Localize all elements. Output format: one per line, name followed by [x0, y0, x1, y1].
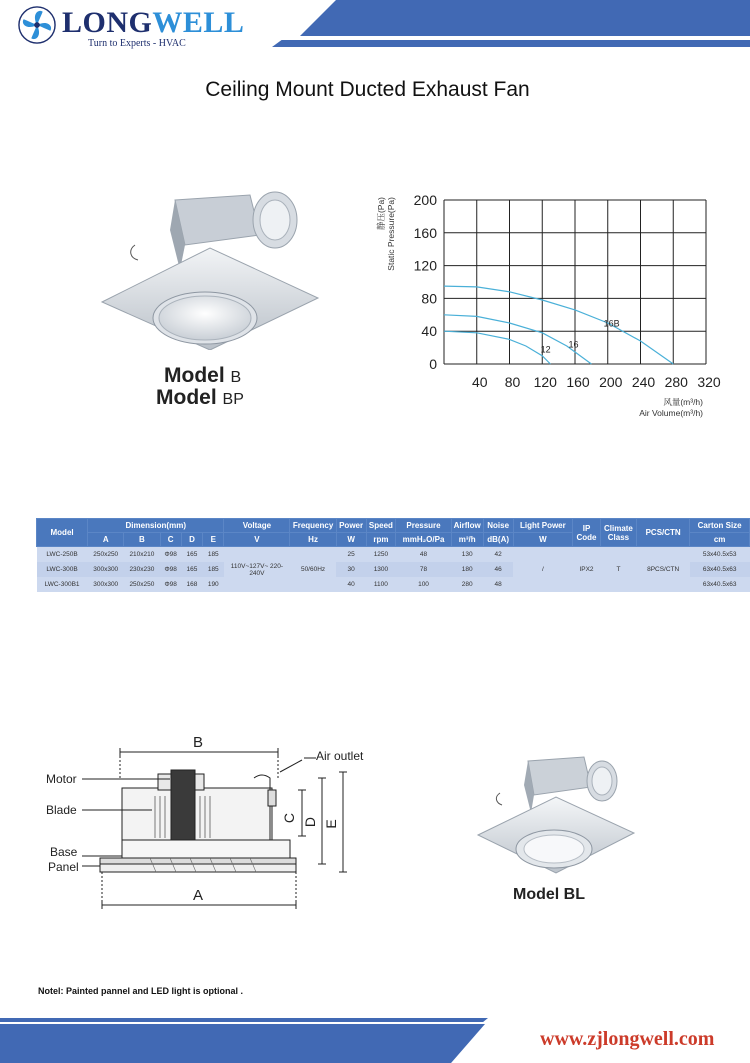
cell-pressure: 100: [396, 577, 451, 592]
series-label: 16B: [603, 318, 620, 329]
th-unit: V: [224, 533, 290, 547]
th-unit: Hz: [290, 533, 336, 547]
th-unit: dB(A): [483, 533, 513, 547]
dim-label-d: D: [302, 816, 318, 828]
cell-power: 30: [336, 562, 366, 577]
cell-d: 165: [181, 547, 202, 563]
spec-table: [36, 518, 750, 592]
th-pcs-ctn: PCS/CTN: [637, 519, 690, 547]
x-tick-label: 240: [631, 374, 656, 390]
th-unit: E: [203, 533, 224, 547]
y-tick-label: 120: [413, 257, 437, 274]
th-unit: A: [88, 533, 124, 547]
motor-label: Motor: [46, 772, 77, 786]
th-noise: Noise: [483, 519, 513, 533]
x-axis-label: Air Volume(m³/h): [639, 408, 703, 418]
model-label-bl: [513, 886, 585, 904]
x-tick-label: 40: [471, 374, 488, 390]
x-axis-label-cn: 风量(m³/h): [663, 397, 703, 407]
chart-y-ticks: [414, 192, 438, 372]
th-unit: mmH₂O/Pa: [396, 533, 451, 547]
cell-carton: 63x40.5x63: [690, 562, 750, 577]
cell-noise: 42: [483, 547, 513, 563]
th-unit: W: [513, 533, 573, 547]
series-line: [444, 331, 550, 364]
chart-x-ticks: [472, 374, 721, 390]
cell-noise: 48: [483, 577, 513, 592]
model-label-b: [164, 364, 241, 388]
y-tick-label: 160: [413, 224, 437, 241]
performance-chart: [376, 185, 726, 425]
cell-a: 300x300: [88, 577, 124, 592]
cell-e: 190: [203, 577, 224, 592]
cell-pcs-ctn: 8PCS/CTN: [637, 547, 690, 593]
cell-speed: 1250: [366, 547, 396, 563]
cell-model: LWC-250B: [37, 547, 88, 563]
cell-c: Φ98: [160, 562, 181, 577]
website-link[interactable]: www.zjlongwell.com: [540, 1028, 715, 1050]
cell-airflow: 180: [451, 562, 483, 577]
dim-label-e: E: [323, 819, 339, 829]
dim-label-b: B: [192, 734, 204, 751]
model-label-bp: [156, 386, 244, 410]
model-suffix-b: B: [230, 369, 242, 386]
page-title: Ceiling Mount Ducted Exhaust Fan: [205, 78, 530, 101]
th-airflow: Airflow: [451, 519, 483, 533]
footer-banner: [0, 1024, 485, 1063]
x-tick-label: 320: [697, 374, 721, 390]
th-frequency: Frequency: [290, 519, 336, 533]
th-unit: cm: [690, 533, 750, 547]
th-unit: rpm: [366, 533, 396, 547]
x-tick-label: 120: [533, 374, 557, 390]
footer-stripe: [0, 1018, 488, 1022]
header-banner: [300, 0, 750, 36]
dimension-diagram: [40, 730, 380, 915]
cell-e: 185: [203, 547, 224, 563]
chart-series: [444, 286, 673, 364]
cell-e: 185: [203, 562, 224, 577]
cell-power: 40: [336, 577, 366, 592]
th-carton-size: Carton Size: [690, 519, 750, 533]
th-unit: W: [336, 533, 366, 547]
model-suffix-bl: BL: [563, 886, 585, 903]
cell-climate-class: T: [600, 547, 636, 593]
cell-frequency: 50/60Hz: [290, 547, 336, 593]
cell-pressure: 48: [396, 547, 451, 563]
cell-pressure: 78: [396, 562, 451, 577]
cell-b: 210x210: [124, 547, 160, 563]
x-tick-label: 80: [504, 374, 521, 390]
cell-a: 300x300: [88, 562, 124, 577]
th-ip-code: IP Code: [573, 519, 601, 547]
cell-speed: 1100: [366, 577, 396, 592]
th-climate-class: Climate Class: [600, 519, 636, 547]
table-row: [37, 547, 750, 563]
cell-b: 230x230: [124, 562, 160, 577]
y-tick-label: 200: [413, 192, 437, 208]
y-axis-label-cn: 静压(Pa): [376, 197, 386, 231]
cell-b: 250x250: [124, 577, 160, 592]
x-tick-label: 200: [599, 374, 623, 390]
th-light-power: Light Power: [513, 519, 573, 533]
model-label-text: Model: [164, 364, 225, 387]
cell-model: LWC-300B: [37, 562, 88, 577]
air-outlet-label: Air outlet: [316, 749, 364, 763]
product-image-model-bl: [476, 755, 636, 875]
dim-label-a: A: [192, 887, 204, 904]
table-header-row: [37, 519, 750, 533]
series-label: 12: [540, 344, 551, 355]
model-suffix-bp: BP: [222, 391, 244, 408]
th-dimension: Dimension(mm): [88, 519, 224, 533]
cell-power: 25: [336, 547, 366, 563]
cell-light-power: /: [513, 547, 573, 593]
cell-voltage: 110V~127V~ 220-240V: [224, 547, 290, 593]
cell-airflow: 130: [451, 547, 483, 563]
brand-tagline: Turn to Experts - HVAC: [88, 38, 186, 49]
th-unit: B: [124, 533, 160, 547]
cell-speed: 1300: [366, 562, 396, 577]
brand-name-part1: LONG: [62, 6, 153, 39]
blade-label: Blade: [46, 803, 77, 817]
cell-a: 250x250: [88, 547, 124, 563]
y-axis-label: Static Pressure(Pa): [386, 197, 396, 271]
series-line: [444, 286, 673, 364]
th-speed: Speed: [366, 519, 396, 533]
product-image-model-b: [100, 190, 320, 350]
y-tick-label: 0: [429, 356, 437, 372]
model-label-text: Model: [513, 886, 560, 903]
cell-carton: 53x40.5x53: [690, 547, 750, 563]
cell-c: Φ98: [160, 547, 181, 563]
cell-noise: 46: [483, 562, 513, 577]
cell-c: Φ98: [160, 577, 181, 592]
fan-logo-icon: [18, 6, 56, 44]
base-label: Base: [50, 845, 78, 859]
cell-airflow: 280: [451, 577, 483, 592]
th-power: Power: [336, 519, 366, 533]
th-voltage: Voltage: [224, 519, 290, 533]
th-unit: D: [181, 533, 202, 547]
dim-label-c: C: [281, 812, 297, 824]
brand-logo: [62, 6, 244, 40]
cell-carton: 63x40.5x63: [690, 577, 750, 592]
y-tick-label: 80: [421, 290, 437, 307]
cell-d: 165: [181, 562, 202, 577]
note-text: Notel: Painted pannel and LED light is optional .: [38, 986, 244, 996]
th-unit: m³/h: [451, 533, 483, 547]
series-label: 16: [568, 339, 579, 350]
cell-d: 168: [181, 577, 202, 592]
x-tick-label: 160: [566, 374, 590, 390]
th-unit: C: [160, 533, 181, 547]
brand-name-part2: WELL: [152, 6, 245, 39]
th-pressure: Pressure: [396, 519, 451, 533]
th-model: Model: [37, 519, 88, 547]
panel-label: Panel: [48, 860, 79, 874]
cell-model: LWC-300B1: [37, 577, 88, 592]
header-stripe: [272, 40, 750, 47]
model-label-text: Model: [156, 386, 217, 409]
x-tick-label: 280: [664, 374, 688, 390]
y-tick-label: 40: [421, 323, 437, 340]
cell-ip-code: IPX2: [573, 547, 601, 593]
